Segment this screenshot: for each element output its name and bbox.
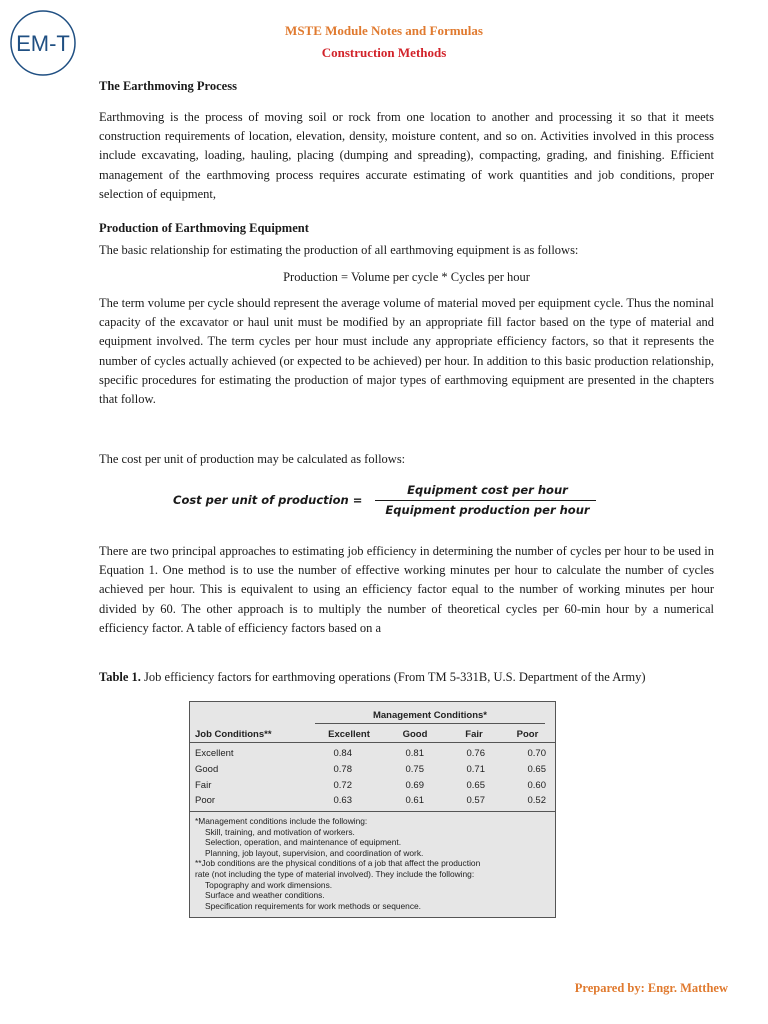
table-cell: 0.65 [466,780,485,791]
row-label: Fair [195,780,212,791]
col-fair: Fair [465,729,483,740]
col-excellent: Excellent [328,729,370,740]
note-line: Surface and weather conditions. [205,890,325,901]
efficiency-paragraph: There are two principal approaches to estimating job efficiency in determining the number of cycles per hour to be used in Equation 1. One method is to use the number of effective working minutes per hour to calculate the number of cycles achieved per hour. This is equivalent to using an efficiency factor equal to the number of working minutes per hour divided by 60. The other approach is to multiply the number of theoretical cycles per 60-min hour by a numerical efficiency factor. A table of efficiency factors based on a [99,544,714,635]
document-title: MSTE Module Notes and Formulas [285,23,483,38]
cost-formula-numerator: Equipment cost per hour [407,483,568,497]
production-intro: The basic relationship for estimating the production of all earthmoving equipment is as follows: [99,243,579,257]
production-heading: Production of Earthmoving Equipment [99,221,309,235]
job-conditions-header: Job Conditions** [195,729,272,740]
fraction-bar [375,500,596,501]
note-line: Selection, operation, and maintenance of equipment. [205,837,402,848]
table-caption-label: Table 1. [99,670,141,684]
col-poor: Poor [516,729,539,740]
note-line: rate (not including the type of material involved). They include the following: [195,868,475,879]
cost-formula-denominator: Equipment production per hour [385,503,590,517]
row-label: Poor [195,795,216,806]
table-cell: 0.52 [527,795,546,806]
note-line: **Job conditions are the physical conditions of a job that affect the production [195,858,481,869]
note-line: Specification requirements for work methods or sequence. [205,900,421,911]
table-caption [99,668,719,687]
column-divider [190,742,555,743]
table-cell: 0.60 [527,780,546,791]
table-cell: 0.78 [333,764,352,775]
notes-divider [190,811,555,812]
table-cell: 0.63 [333,795,352,806]
cost-formula-lhs: Cost per unit of production = [173,493,363,507]
table-cell: 0.72 [333,780,352,791]
table-cell: 0.57 [466,795,485,806]
row-label: Good [195,764,219,775]
table-caption-text: Job efficiency factors for earthmoving operations (From TM 5-331B, U.S. Department of the Army) [140,670,646,684]
production-formula: Production = Volume per cycle * Cycles per hour [283,270,530,284]
col-good: Good [402,729,428,740]
table-cell: 0.61 [405,795,424,806]
table-cell: 0.84 [333,748,352,759]
production-paragraph: The term volume per cycle should represent the average volume of material moved per equipment cycle. Thus the nominal capacity of the excavator or haul unit must be modified by an appropriate fill factor based on the type of material and equipment involved. The term cycles per hour must include any appropriate efficiency factors, so that it represents the number of cycles actually achieved (or expected to be achieved) per hour. In addition to this basic production relationship, specific procedures for estimating the production of major types of earthmoving equipment are presented in the chapters that follow. [99,296,714,407]
note-line: Planning, job layout, supervision, and coordination of work. [205,847,424,858]
table-cell: 0.81 [405,748,424,759]
earthmoving-heading: The Earthmoving Process [99,79,237,93]
logo-text: EM-T [16,31,70,56]
note-line: Topography and work dimensions. [205,879,333,890]
cost-formula [173,483,603,523]
row-label: Excellent [195,748,234,759]
note-line: *Management conditions include the following: [195,816,368,826]
earthmoving-paragraph: Earthmoving is the process of moving soil or rock from one location to another and processing it so that it meets construction requirements of location, elevation, density, moisture content, and so on. Activities involved in this process include excavating, loading, hauling, placing (dumping and spreading), compacting, grading, and finishing. Efficient management of the earthmoving process requires accurate estimating of work quantities and job conditions, proper selection of equipment, [99,110,714,201]
prepared-by: Prepared by: Engr. Matthew [574,981,728,995]
table-notes [195,816,547,911]
table-cell: 0.75 [405,764,424,775]
table-cell: 0.76 [466,748,485,759]
document-subtitle: Construction Methods [321,45,447,60]
efficiency-table [189,701,556,918]
table-cell: 0.69 [405,780,424,791]
cost-intro: The cost per unit of production may be calculated as follows: [99,452,406,466]
table-cell: 0.70 [527,748,546,759]
header-divider [315,723,545,724]
management-conditions-header: Management Conditions* [372,710,487,721]
table-cell: 0.71 [466,764,485,775]
em-t-logo [8,8,78,78]
table-cell: 0.65 [527,764,546,775]
note-line: Skill, training, and motivation of workers. [205,826,355,837]
